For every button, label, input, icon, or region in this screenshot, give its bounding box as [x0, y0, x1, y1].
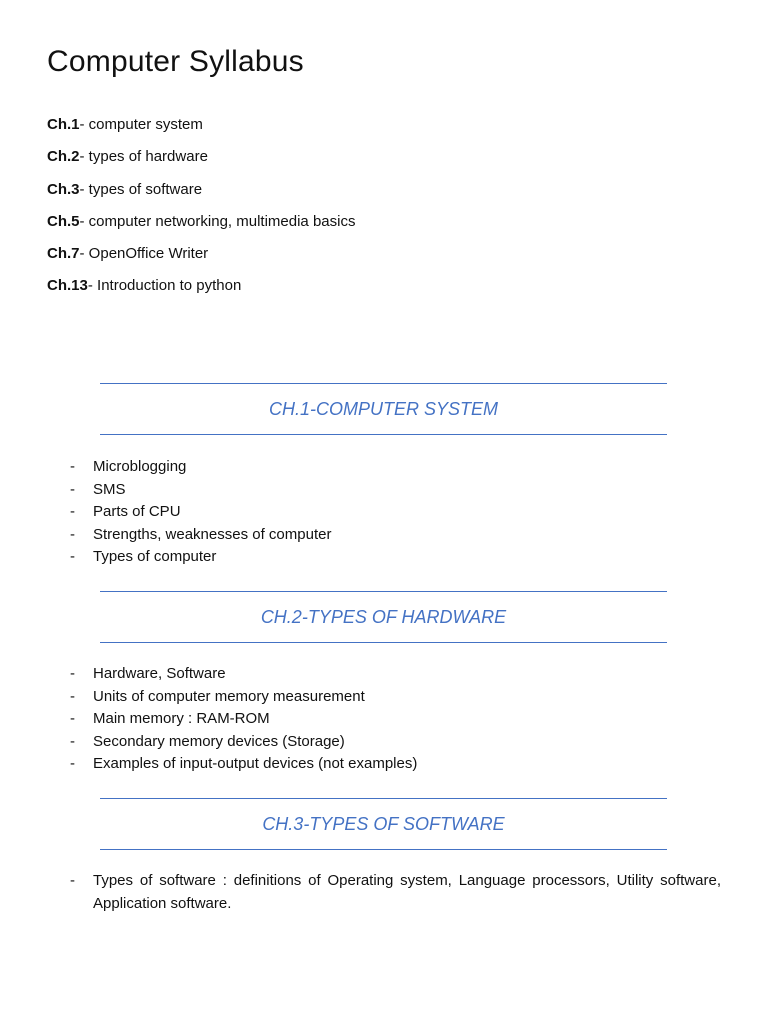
- list-item: [70, 870, 721, 915]
- section-heading: CH.1-COMPUTER SYSTEM: [268, 399, 499, 419]
- list-item: [70, 753, 417, 776]
- chapter-title: - Introduction to python: [87, 277, 242, 295]
- list-item: [70, 546, 331, 569]
- chapter-title: - OpenOffice Writer: [79, 245, 209, 263]
- list-item: [70, 501, 331, 524]
- bullet-dash: -: [70, 525, 75, 543]
- list-item-text: Types of computer: [93, 548, 217, 566]
- bullet-dash: -: [70, 480, 75, 498]
- chapter-number: Ch.2: [47, 148, 80, 166]
- bullet-dash: -: [70, 458, 75, 475]
- chapter-number: Ch.7: [47, 245, 80, 263]
- chapter-title: - types of hardware: [79, 148, 208, 166]
- list-item-text: Parts of CPU: [93, 503, 181, 521]
- chapter-title: - computer system: [79, 116, 203, 133]
- heading-bottom-rule: [100, 434, 667, 435]
- list-item-text: Units of computer memory measurement: [93, 687, 365, 705]
- section-heading: CH.2-TYPES OF HARDWARE: [260, 607, 507, 627]
- section-bullet-list: [70, 456, 331, 569]
- list-item: [70, 479, 331, 502]
- section-heading: CH.3-TYPES OF SOFTWARE: [262, 814, 505, 834]
- bullet-dash: -: [70, 503, 75, 521]
- list-item-text: Secondary memory devices (Storage): [93, 732, 345, 750]
- list-item: [70, 456, 331, 479]
- chapter-item: [47, 144, 355, 176]
- list-item: [70, 731, 417, 754]
- chapter-title: - computer networking, multimedia basics: [79, 212, 356, 230]
- bullet-dash: -: [70, 710, 75, 728]
- section-heading-block: [100, 798, 667, 850]
- list-item: [70, 524, 331, 547]
- section-bullet-list: [70, 663, 417, 776]
- section-heading-block: [100, 591, 667, 643]
- chapter-number: Ch.3: [47, 180, 80, 198]
- chapter-number: Ch.13: [47, 277, 88, 295]
- chapter-item: [47, 112, 355, 144]
- heading-bottom-rule: [100, 849, 667, 850]
- list-item-text: Examples of input-output devices (not examples): [93, 755, 418, 773]
- list-item-text: SMS: [93, 480, 126, 498]
- heading-bottom-rule: [100, 642, 667, 643]
- chapter-number: Ch.1: [47, 116, 80, 133]
- document-title: Computer Syllabus: [47, 45, 304, 78]
- bullet-dash: -: [70, 755, 75, 773]
- bullet-dash: -: [70, 548, 75, 566]
- section-heading-block: [100, 383, 667, 435]
- chapter-item: [47, 273, 355, 305]
- bullet-dash: -: [70, 665, 75, 682]
- chapter-title: - types of software: [79, 180, 203, 198]
- list-item-text: Main memory : RAM-ROM: [93, 710, 270, 728]
- bullet-dash: -: [70, 872, 75, 889]
- list-item-text: Microblogging: [93, 458, 187, 475]
- list-item: [70, 708, 417, 731]
- chapter-item: [47, 209, 355, 241]
- bullet-dash: -: [70, 732, 75, 750]
- list-item-text: Types of software : definitions of Operating system, Language processors, Utility software, Application software.: [93, 872, 721, 912]
- list-item: [70, 663, 417, 686]
- chapter-item: [47, 241, 355, 273]
- list-item-text: Strengths, weaknesses of computer: [93, 525, 332, 543]
- list-item-text: Hardware, Software: [93, 665, 226, 682]
- chapter-item: [47, 177, 355, 209]
- bullet-dash: -: [70, 687, 75, 705]
- chapter-list: [47, 112, 355, 306]
- chapter-number: Ch.5: [47, 212, 80, 230]
- list-item: [70, 686, 417, 709]
